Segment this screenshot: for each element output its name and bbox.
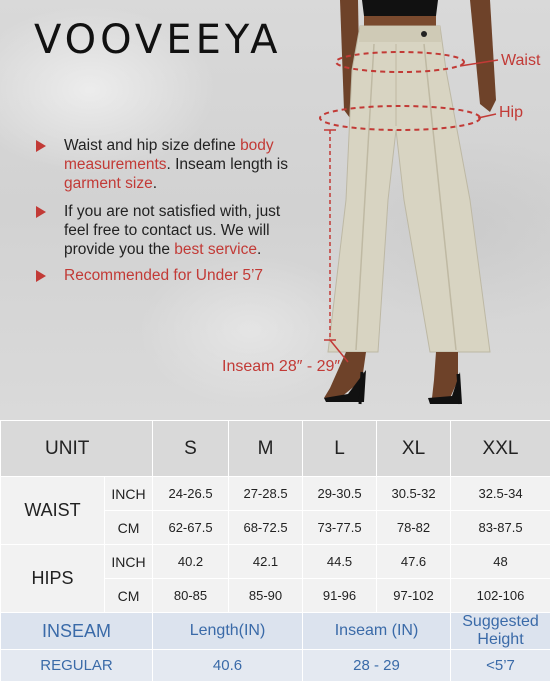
table-cell: 29-30.5	[303, 477, 377, 511]
inseam-label-cell: INSEAM	[1, 613, 153, 650]
regular-height: <5’7	[451, 650, 550, 682]
unit-cm: CM	[105, 511, 153, 545]
table-cell: 83-87.5	[451, 511, 550, 545]
size-header: XXL	[451, 421, 550, 477]
note-recommended: Recommended for Under 5’7	[36, 266, 304, 285]
table-header-row	[1, 421, 550, 477]
red-arrow-icon	[36, 140, 46, 152]
table-cell: 62-67.5	[153, 511, 229, 545]
unit-header: UNIT	[1, 421, 153, 477]
brand-logo: VOOVEEYA	[34, 17, 282, 63]
table-row	[1, 477, 550, 511]
table-cell: 24-26.5	[153, 477, 229, 511]
regular-length: 40.6	[153, 650, 303, 682]
unit-inch: INCH	[105, 545, 153, 579]
table-cell: 40.2	[153, 545, 229, 579]
inseam-label: Inseam 28″ - 29″	[222, 358, 341, 375]
inseam-header: Inseam (IN)	[303, 613, 451, 650]
table-cell: 80-85	[153, 579, 229, 613]
table-cell: 73-77.5	[303, 511, 377, 545]
table-cell: 68-72.5	[229, 511, 303, 545]
table-cell: 78-82	[377, 511, 451, 545]
table-cell: 97-102	[377, 579, 451, 613]
table-cell: 44.5	[303, 545, 377, 579]
inseam-header-row	[1, 613, 550, 650]
size-header: S	[153, 421, 229, 477]
hip-label: Hip	[499, 104, 524, 121]
suggested-height-header: Suggested Height	[451, 613, 550, 650]
hips-row-label: HIPS	[1, 545, 105, 613]
size-header: M	[229, 421, 303, 477]
length-header: Length(IN)	[153, 613, 303, 650]
regular-label: REGULAR	[1, 650, 153, 682]
red-arrow-icon	[36, 270, 46, 282]
size-header: XL	[377, 421, 451, 477]
table-cell: 32.5-34	[451, 477, 550, 511]
table-cell: 85-90	[229, 579, 303, 613]
table-cell: 47.6	[377, 545, 451, 579]
unit-inch: INCH	[105, 477, 153, 511]
note-measurements: Waist and hip size define body measurements. Inseam length is garment size.	[36, 136, 304, 193]
waist-label: Waist	[501, 52, 541, 69]
table-cell: 48	[451, 545, 550, 579]
red-arrow-icon	[36, 206, 46, 218]
table-cell: 27-28.5	[229, 477, 303, 511]
note-service: If you are not satisfied with, just feel free to contact us. We will provide you the best service.	[36, 202, 304, 259]
table-row	[1, 545, 550, 579]
table-cell: 91-96	[303, 579, 377, 613]
table-cell: 102-106	[451, 579, 550, 613]
unit-cm: CM	[105, 579, 153, 613]
table-cell: 30.5-32	[377, 477, 451, 511]
waist-row-label: WAIST	[1, 477, 105, 545]
size-chart-table	[0, 420, 550, 688]
table-cell: 42.1	[229, 545, 303, 579]
size-header: L	[303, 421, 377, 477]
regular-inseam: 28 - 29	[303, 650, 451, 682]
regular-row	[1, 650, 550, 682]
